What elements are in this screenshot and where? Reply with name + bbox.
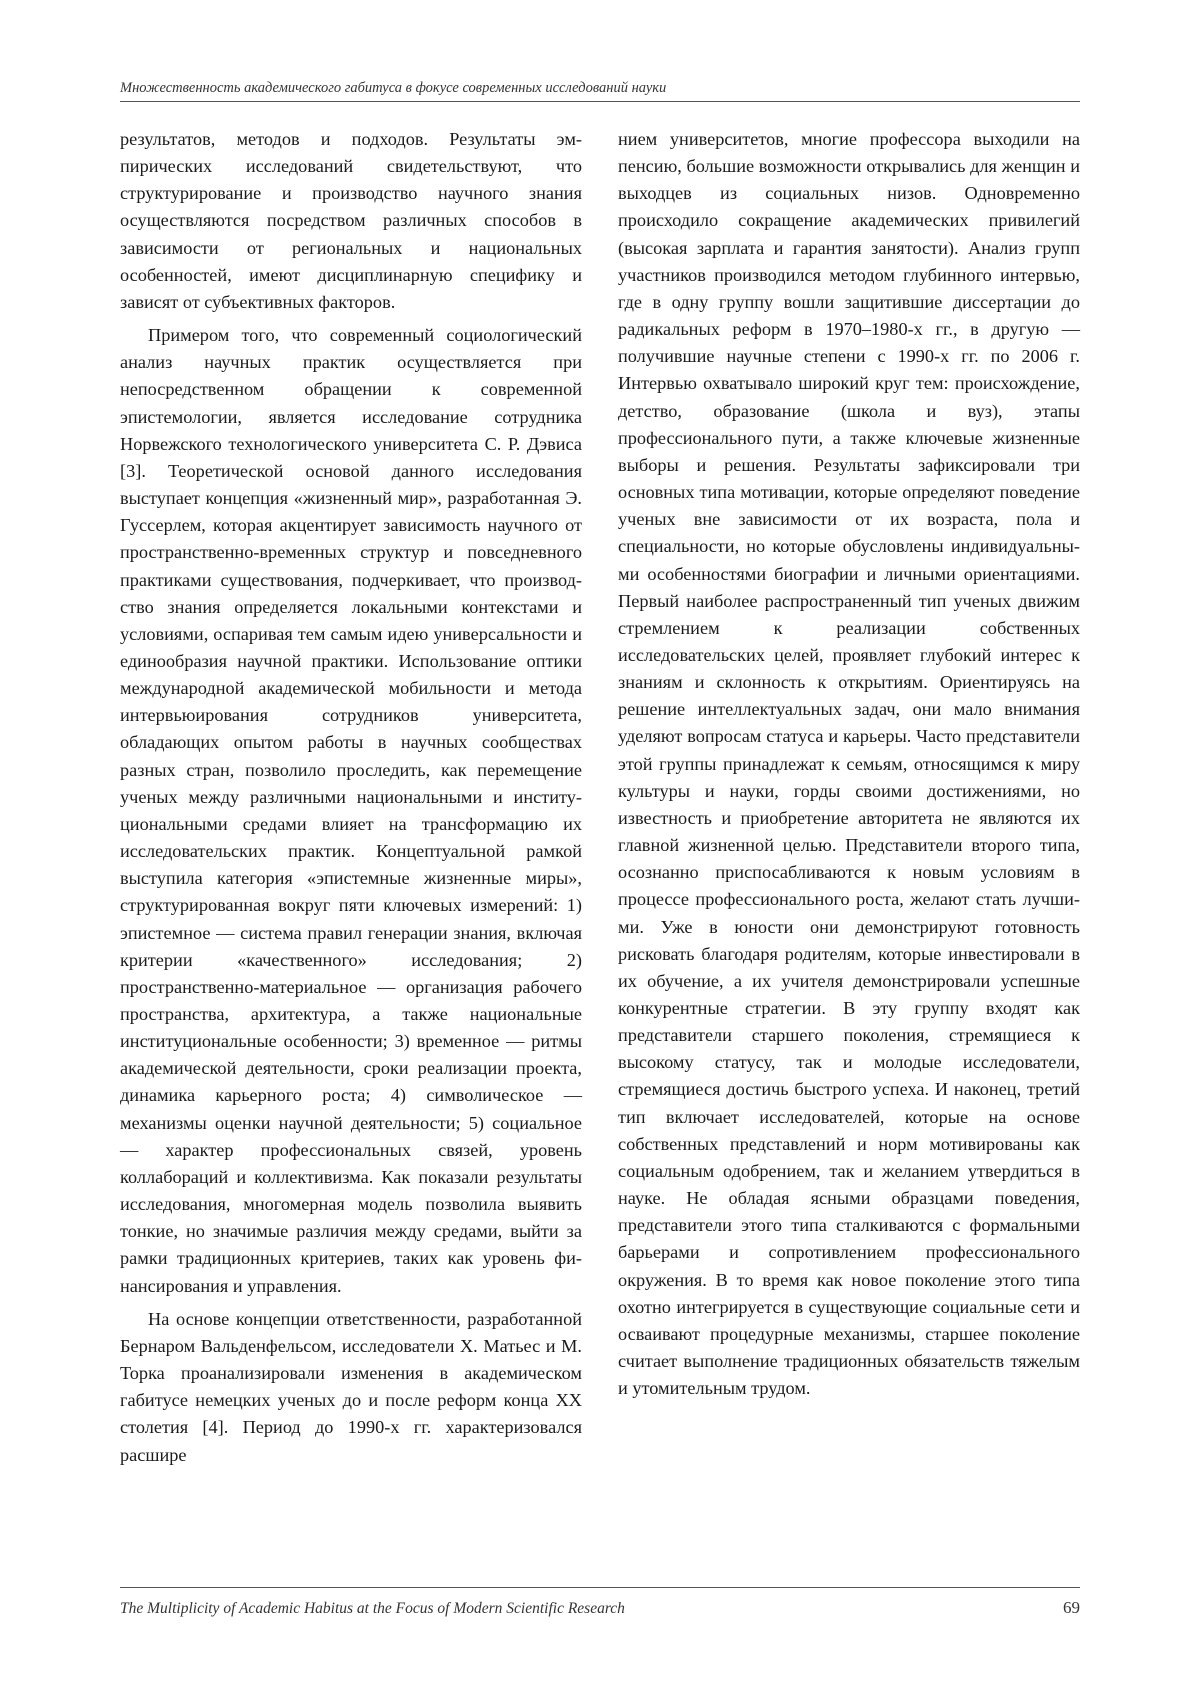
left-paragraph-3: На основе концепции ответственности, разработанной Бернаром Вальденфельсом, исследователи Х. Матьес и М. Торка проанализировали изменения в академическом габитусе немецких ученых до и после реформ конца XX столетия [4]. Период до 1990-х гг. характеризовался расшире xyxy=(120,1308,582,1465)
header-rule xyxy=(120,101,1080,102)
right-paragraph-1: нием университетов, многие профессора выходили на пенсию, большие возможности открывались для женщин и выходцев из социальных низов. Одновременно происходило сокращение академических привилегий (высокая зарплата и гарантия занятости). Анализ групп участников производился методом глубинного интервью, где в одну группу вошли защитившие диссертации до радикальных реформ в 1970–1980-х гг., в другую — получившие научные степени с 1990-х гг. по 2006 г. Интервью охватывало широкий круг тем: происхождение, детство, образование (школа и вуз), этапы профессионального пути, а также ключевые жизненные выборы и решения. Результаты зафиксировали три основных типа мотивации, которые определяют поведение ученых вне зависимости от их возраста, пола и специальности, но которые обусловлены индивидуальными особенностями биографии и личными ориентациями. Первый наиболее распространенный тип ученых движим стремлением к реализации собственных исследовательских целей, проявляет глубокий интерес к знаниям и склонность к открытиям. Ориентируясь на решение интеллектуальных задач, они мало внимания уделяют вопросам статуса и карьеры. Часто представители этой группы принадлежат к семьям, относящимся к миру культуры и науки, горды своими достижениями, но известность и приобретение авторитета не являются их главной жизненной целью. Представители второго типа, осознанно приспосабливаются к новым условиям в процессе профессионального роста, желают стать лучшими. Уже в юности они демонстрируют готовность рисковать благодаря родителям, которые инвестировали в их обучение, а их учителя демонстрировали успешные конкурентные стратегии. В эту группу входят как представители старшего поколения, стремящиеся к высокому статусу, так и молодые исследователи, стремящиеся достичь быстрого успеха. И наконец, третий тип включает исследователей, которые на основе собственных представлений и норм мотивированы как социальным одобрением, так и желанием утвердиться в науке. Не обладая ясными образцами поведения, представители этого типа сталкиваются с формальными барьерами и сопротивлением профессионального окружения. В то время как новое поколение этого типа охотно интегрируется в существующие социальные сети и осваивают процедурные механизмы, старшее поколение считает выполнение традиционных обязательств тяжелым и утомительным трудом. xyxy=(618,129,1080,1399)
left-paragraph-1: результатов, методов и подходов. Результаты эмпирических исследований свидетельствуют, что структурирование и производство научного знания осуществляются посредством различных способов в зависимости от региональных и национальных особенностей, имеют дисциплинарную специфику и зависят от субъективных факторов. xyxy=(120,129,582,312)
right-column xyxy=(618,126,1080,1402)
footer-rule xyxy=(120,1587,1080,1588)
left-column xyxy=(120,126,582,1469)
page-number: 69 xyxy=(1063,1598,1080,1617)
running-title: Множественность академического габитуса в фокусе современных исследований науки xyxy=(120,80,667,96)
left-paragraph-2: Примером того, что современный социологический анализ научных практик осуществляется при непосредственном обращении к современной эпистемологии, является исследование сотрудника Норвежского технологического университета С. Р. Дэвиса [3]. Теоретической основой данного исследования выступает концепция «жизненный мир», разработанная Э. Гуссерлем, которая акцентирует зависимость научного от пространственно-временных структур и повседневного практиками существования, подчеркивает, что производство знания определяется локальными контекстами и условиями, оспаривая тем самым идею универсальности и единообразия научной практики. Использование оптики международной академической мобильности и метода интервьюирования сотрудников университета, обладающих опытом работы в научных сообществах разных стран, позволило проследить, как перемещение ученых между различными национальными и институциональными средами влияет на трансформацию их исследовательских практик. Концептуальной рамкой выступила категория «эпистемные жизненные миры», структурированная вокруг пяти ключевых измерений: 1) эпистемное — система правил генерации знания, включая критерии «качественного» исследования; 2) пространственно-материальное — организация рабочего пространства, архитектура, а также национальные институциональные особенности; 3) временное — ритмы академической деятельности, сроки реализации проекта, динамика карьерного роста; 4) символическое — механизмы оценки научной деятельности; 5) социальное — характер профессиональных связей, уровень коллабораций и коллективизма. Как показали результаты исследования, многомерная модель позволила выявить тонкие, но значимые различия между средами, выйти за рамки традиционных критериев, таких как уровень финансирования и управления. xyxy=(120,325,582,1296)
footer-english-title: The Multiplicity of Academic Habitus at the Focus of Modern Scientific Research xyxy=(120,1600,625,1617)
